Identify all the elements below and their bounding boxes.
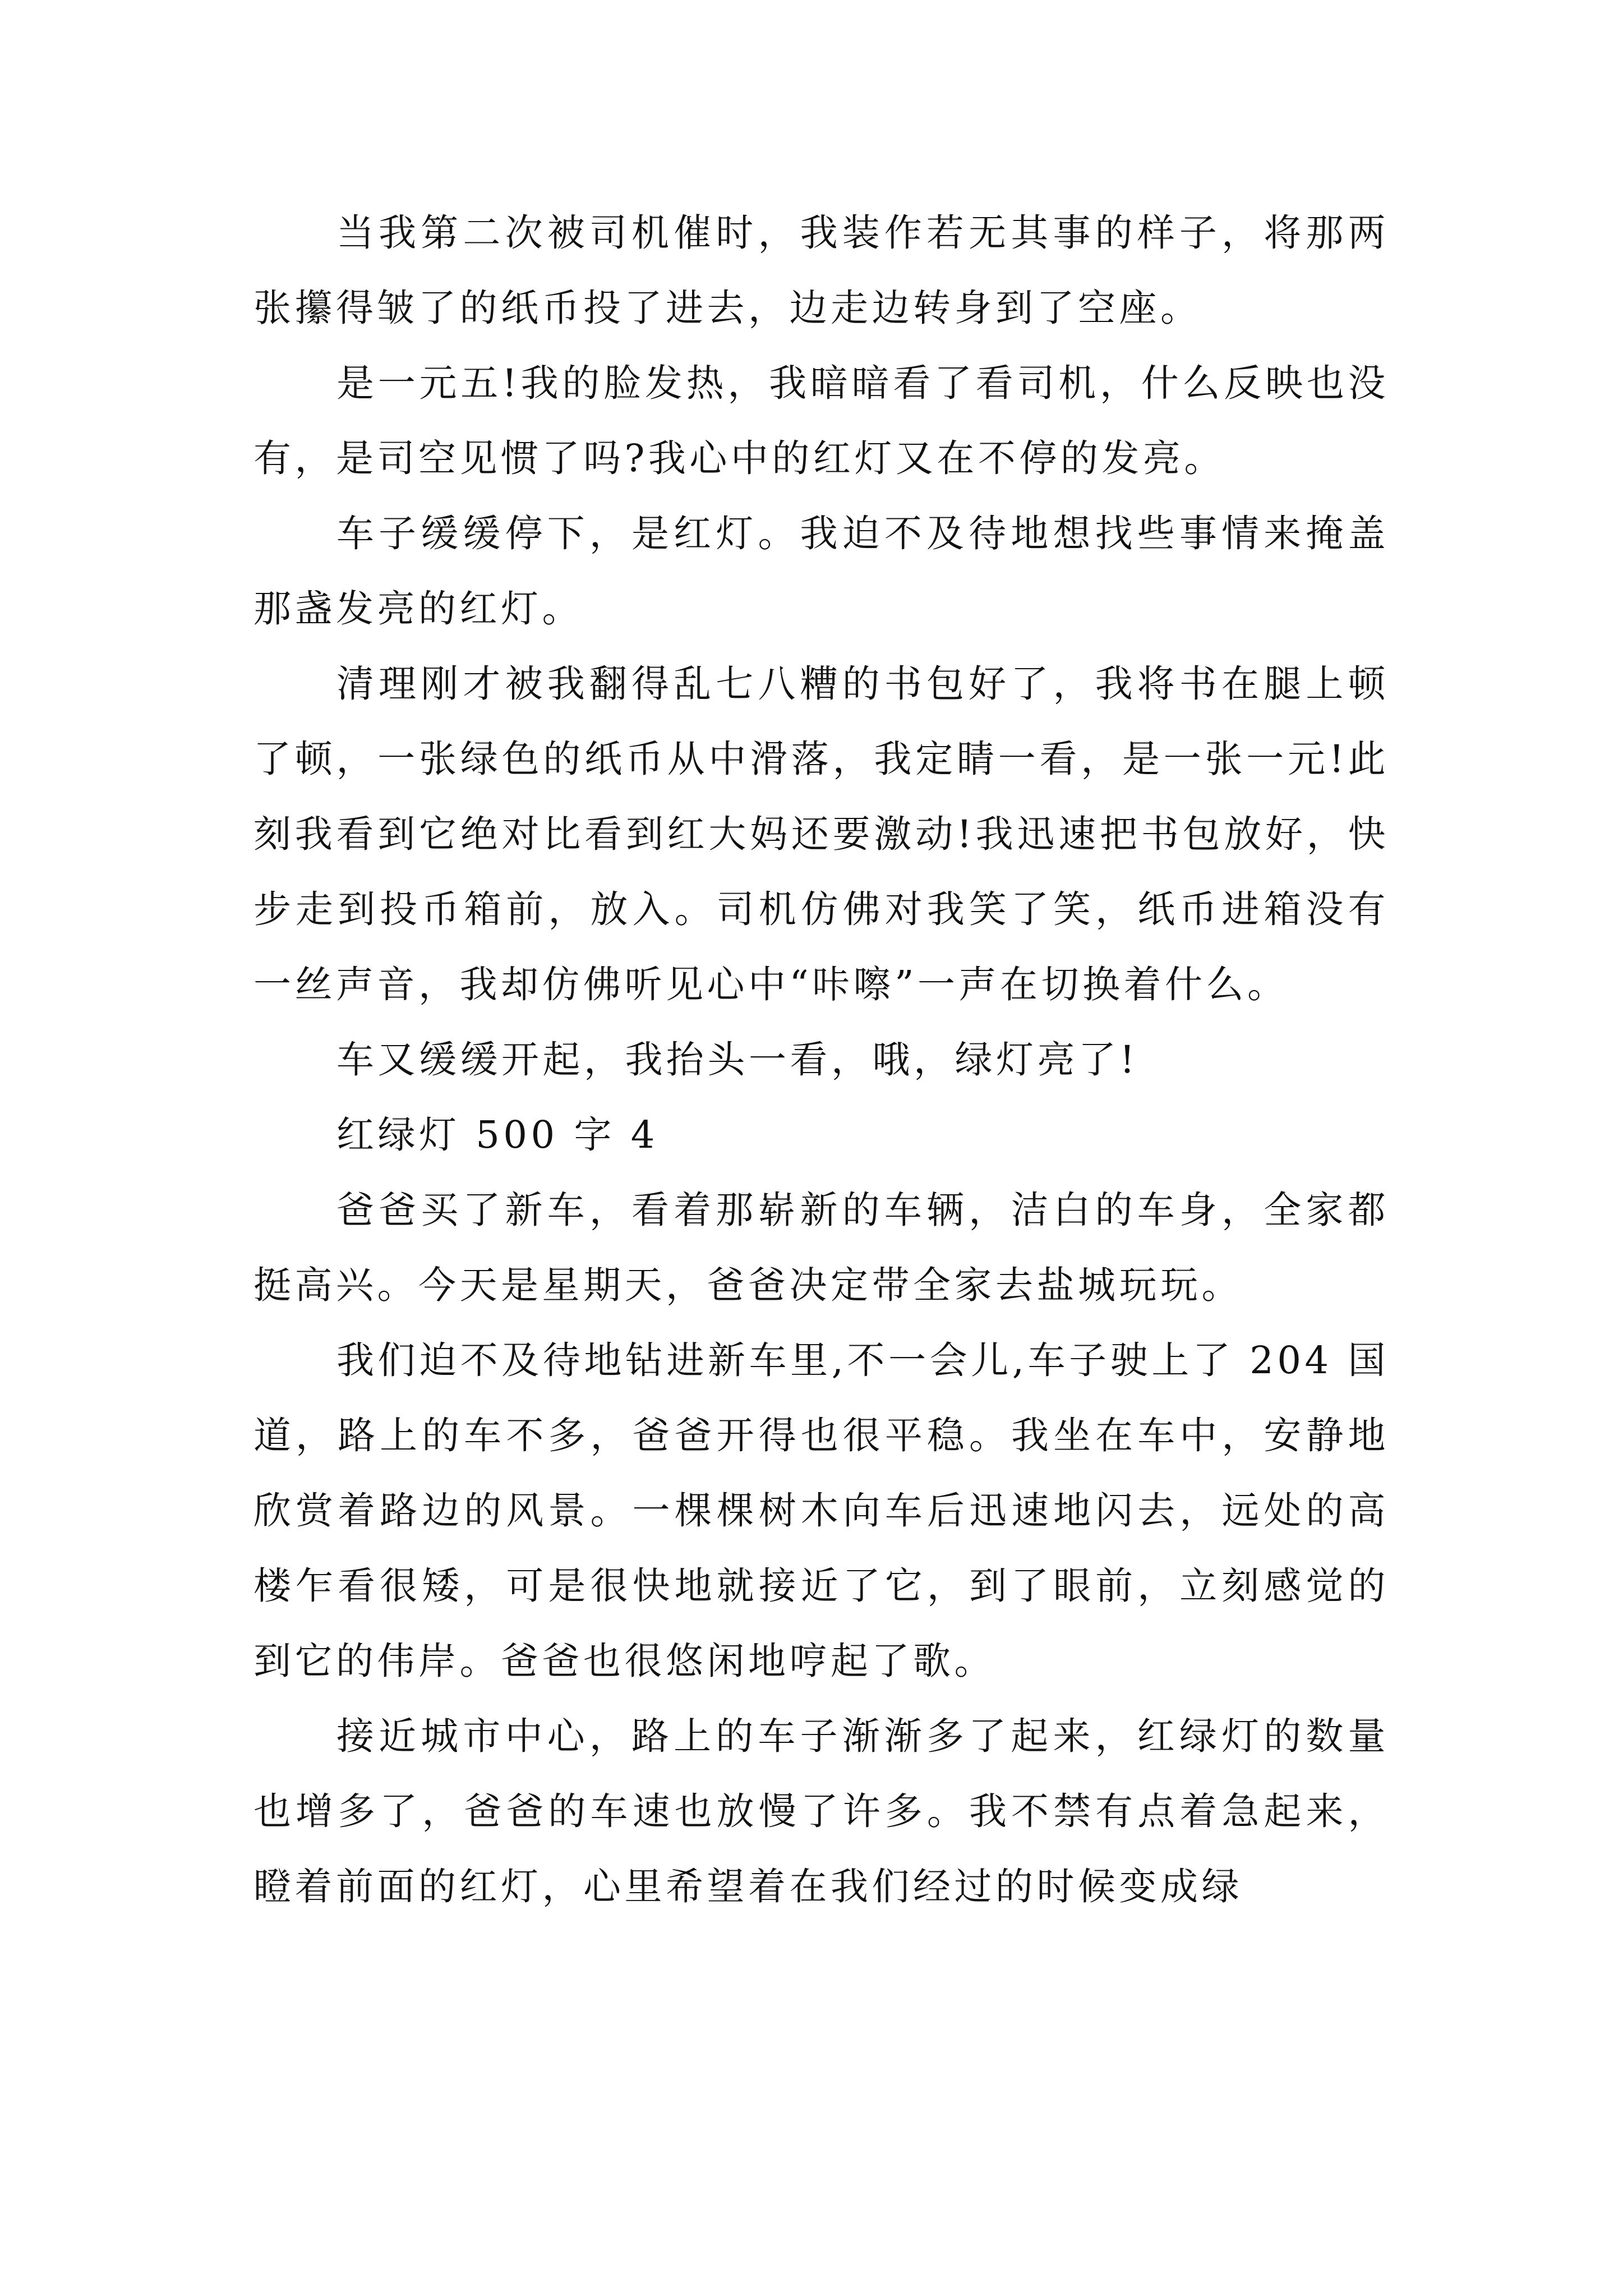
paragraph-7: 我们迫不及待地钻进新车里,不一会儿,车子驶上了 204 国道，路上的车不多，爸爸开得也很平稳。我坐在车中，安静地欣赏着路边的风景。一棵棵树木向车后迅速地闪去，远处的高楼乍看很矮，可是很快地就接近了它，到了眼前，立刻感觉的到它的伟岸。爸爸也很悠闲地哼起了歌。: [253, 1338, 1389, 1683]
paragraph-8: 接近城市中心，路上的车子渐渐多了起来，红绿灯的数量也增多了，爸爸的车速也放慢了许多。我不禁有点着急起来，瞪着前面的红灯，心里希望着在我们经过的时候变成绿: [253, 1714, 1389, 1908]
section-heading: 红绿灯 500 字 4: [336, 1113, 658, 1157]
paragraph-4: 清理刚才被我翻得乱七八糟的书包好了，我将书在腿上顿了顿，一张绿色的纸币从中滑落，我定睛一看，是一张一元!此刻我看到它绝对比看到红大妈还要激动!我迅速把书包放好，快步走到投币箱前，放入。司机仿佛对我笑了笑，纸币进箱没有一丝声音，我却仿佛听见心中“咔嚓”一声在切换着什么。: [253, 662, 1389, 1006]
document-body: [253, 195, 1389, 1924]
paragraph-5: 车又缓缓开起，我抬头一看，哦，绿灯亮了!: [336, 1038, 1138, 1082]
paragraph-6: 爸爸买了新车，看着那崭新的车辆，洁白的车身，全家都挺高兴。今天是星期天，爸爸决定带全家去盐城玩玩。: [253, 1188, 1389, 1307]
paragraph-1: 当我第二次被司机催时，我装作若无其事的样子，将那两张攥得皱了的纸币投了进去，边走边转身到了空座。: [253, 211, 1389, 330]
paragraph-2: 是一元五!我的脸发热，我暗暗看了看司机，什么反映也没有，是司空见惯了吗?我心中的红灯又在不停的发亮。: [253, 361, 1389, 480]
paragraph-3: 车子缓缓停下，是红灯。我迫不及待地想找些事情来掩盖那盏发亮的红灯。: [253, 512, 1389, 631]
